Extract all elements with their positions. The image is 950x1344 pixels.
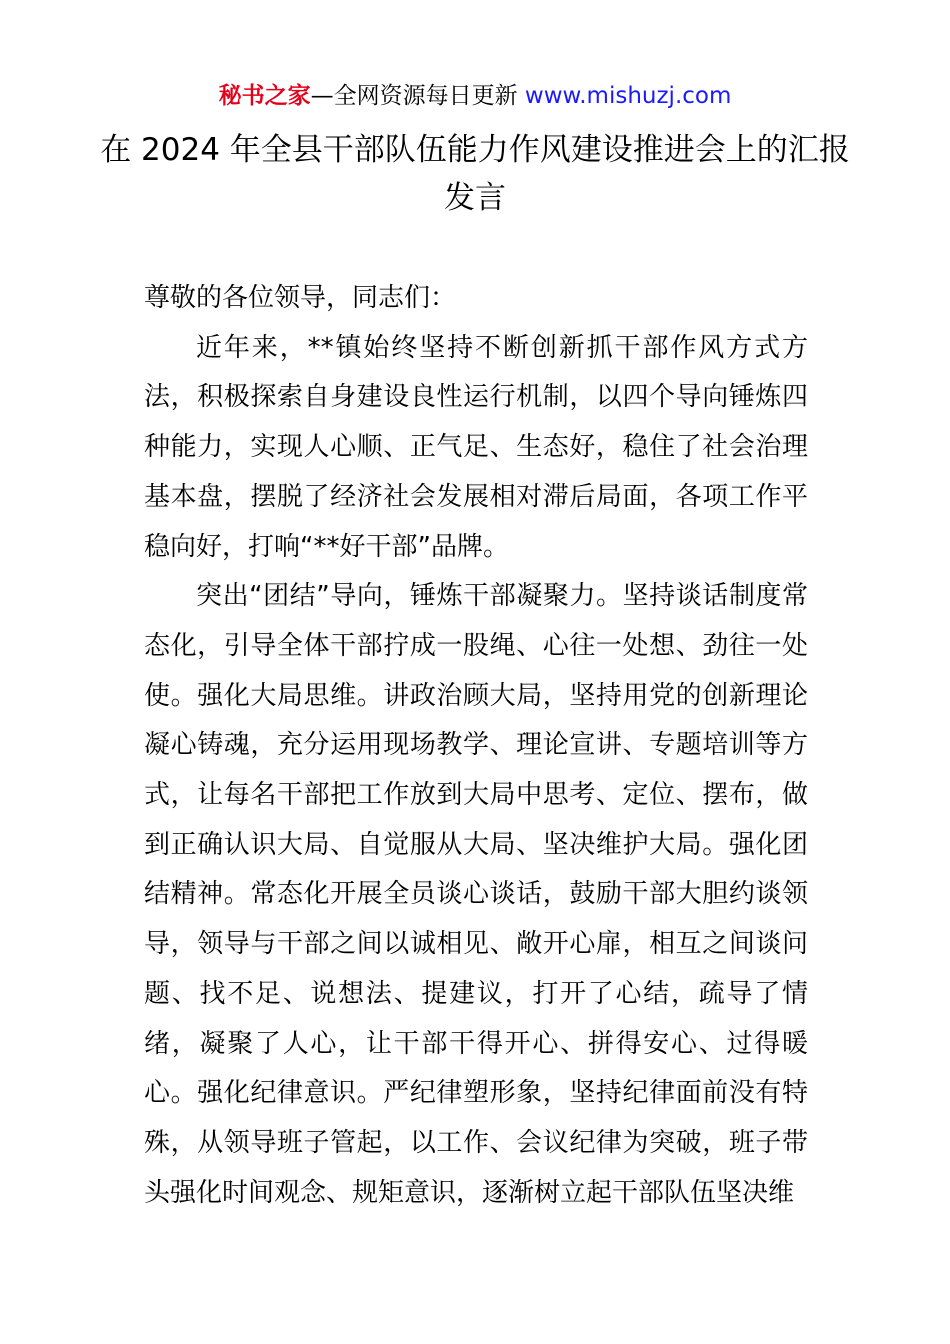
paragraph-unity: 突出“团结”导向，锤炼干部凝聚力。坚持谈话制度常态化，引导全体干部拧成一股绳、心往一处想、劲往一处使。强化大局思维。讲政治顾大局，坚持用党的创新理论凝心铸魂，充分运用现场教学、理论宣讲、专题培训等方式，让每名干部把工作放到大局中思考、定位、摆布，做到正确认识大局、自觉服从大局、坚决维护大局。强化团结精神。常态化开展全员谈心谈话，鼓励干部大胆约谈领导，领导与干部之间以诚相见、敞开心扉，相互之间谈问题、找不足、说想法、提建议，打开了心结，疏导了情绪，凝聚了人心，让干部干得开心、拼得安心、过得暖心。强化纪律意识。严纪律塑形象，坚持纪律面前没有特殊，从领导班子管起，以工作、会议纪律为突破，班子带头强化时间观念、规矩意识，逐渐树立起干部队伍坚决维 — [144, 581, 808, 1208]
document-body — [144, 274, 808, 1218]
header-tagline: —全网资源每日更新 — [310, 83, 525, 109]
salutation: 尊敬的各位领导，同志们： — [144, 283, 457, 313]
paragraph-intro: 近年来，**镇始终坚持不断创新抓干部作风方式方法，积极探索自身建设良性运行机制，以四个导向锤炼四种能力，实现人心顺、正气足、生态好，稳住了社会治理基本盘，摆脱了经济社会发展相对滞后局面，各项工作平稳向好，打响“**好干部”品牌。 — [144, 332, 808, 562]
site-header — [0, 80, 950, 112]
brand-name: 秘书之家 — [218, 83, 311, 109]
document-title: 在 2024 年全县干部队伍能力作风建设推进会上的汇报发言 — [100, 132, 850, 216]
site-url-link[interactable]: www.mishuzj.com — [524, 83, 732, 109]
